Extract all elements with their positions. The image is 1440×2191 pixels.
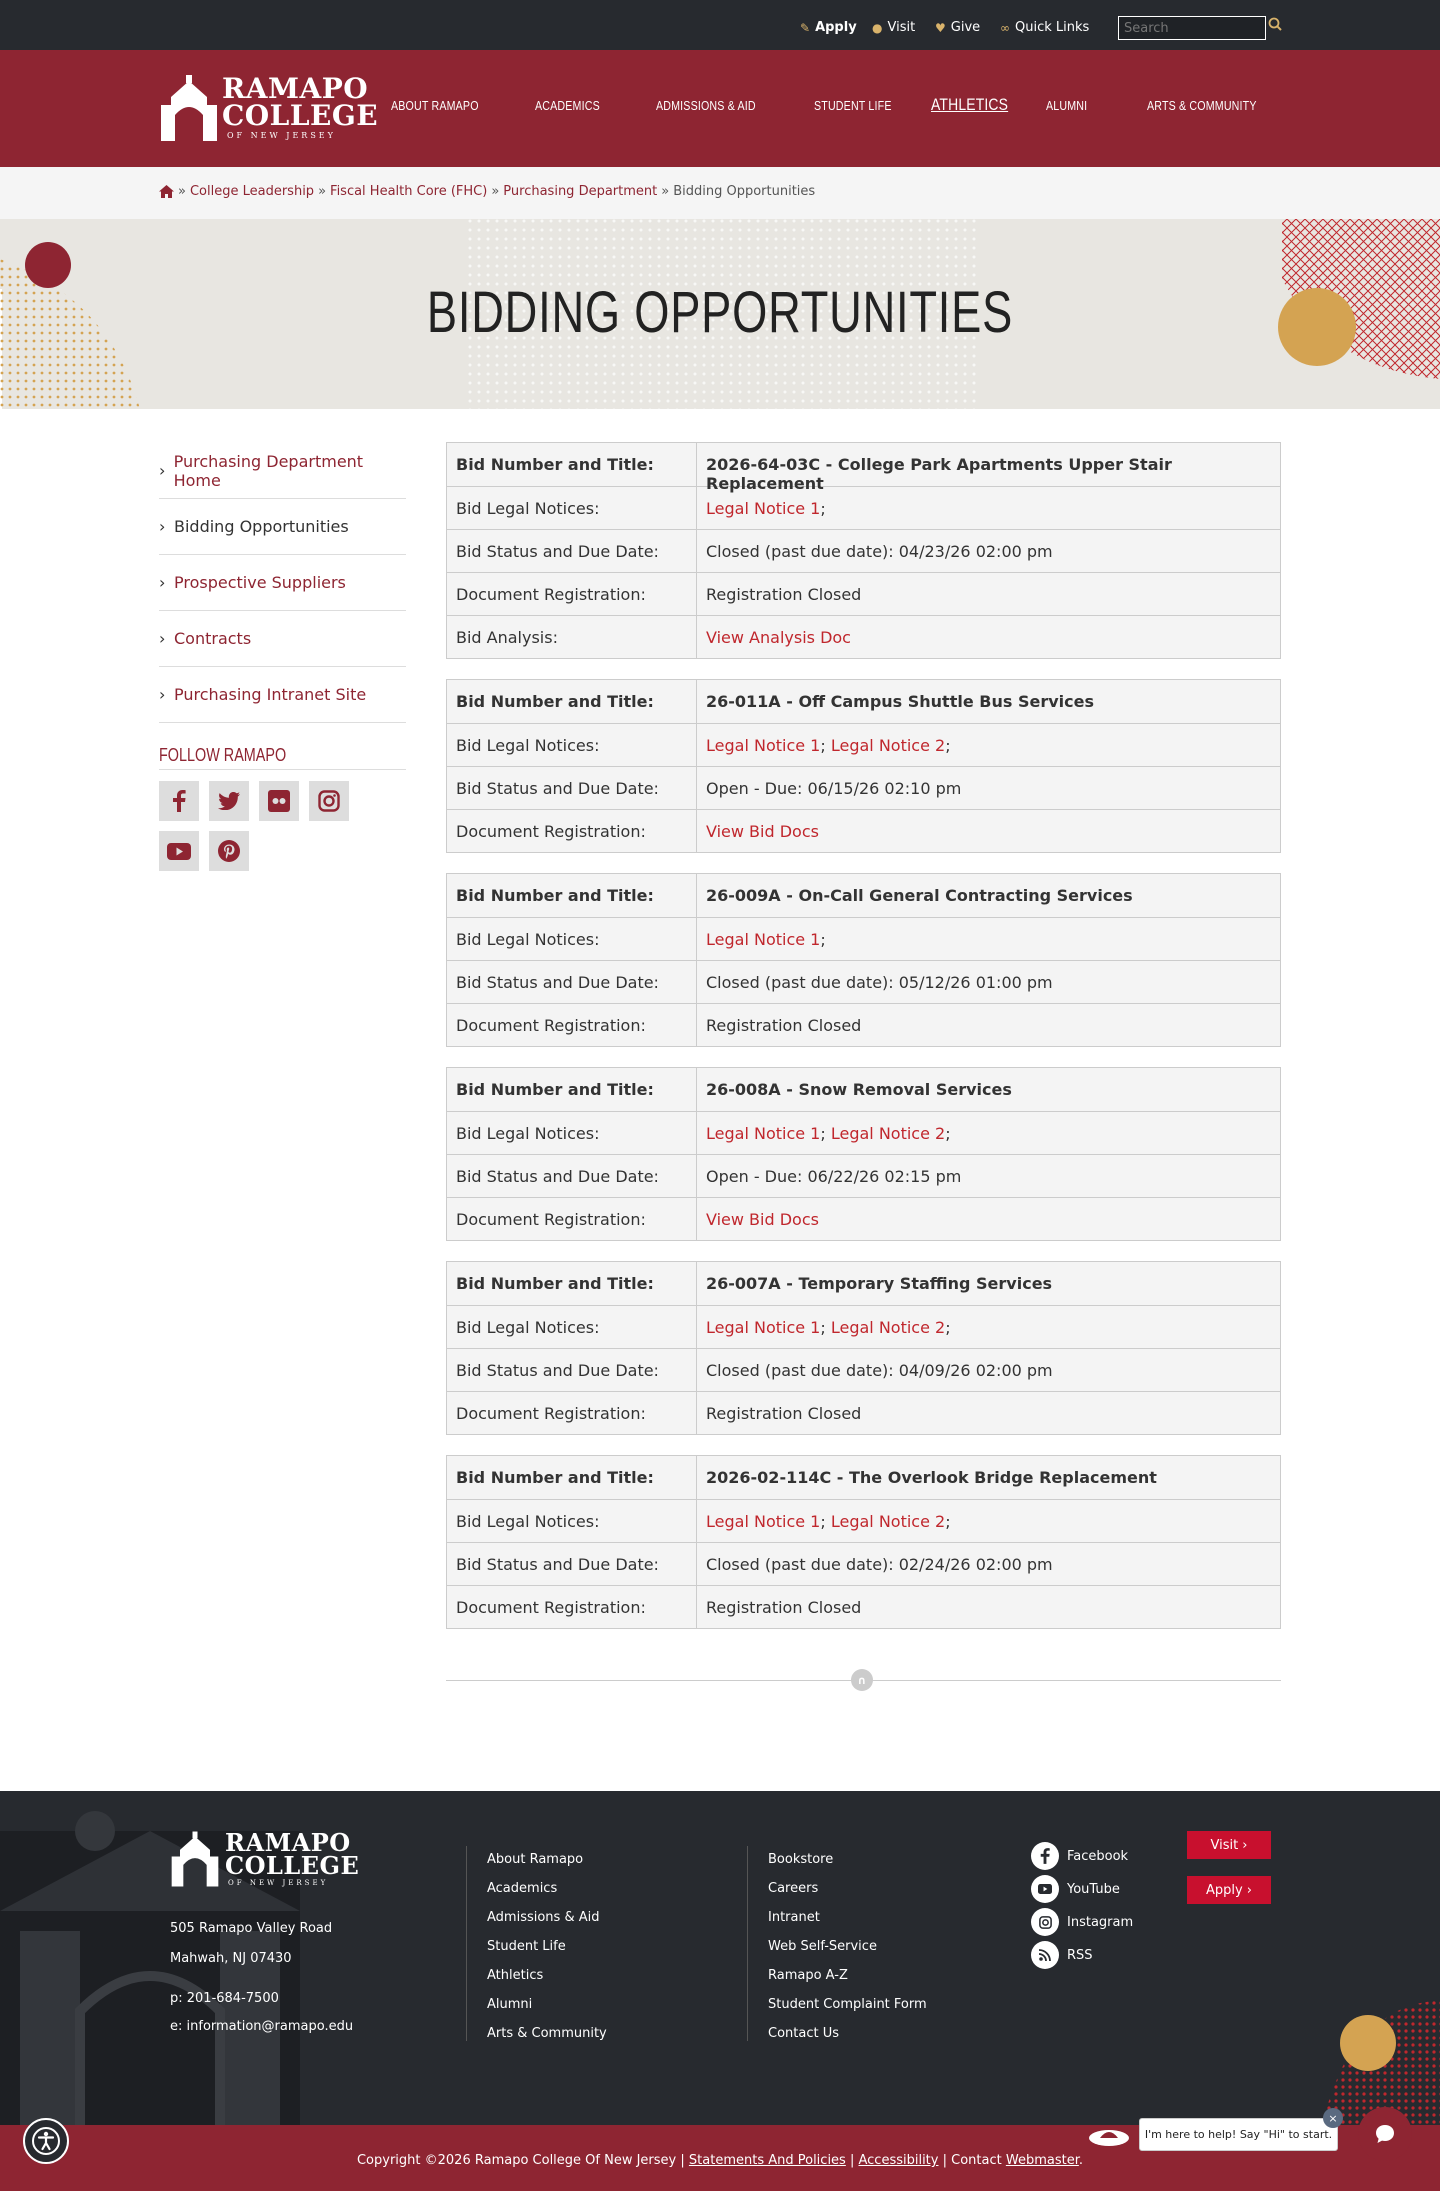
footer-link-intranet[interactable]: Intranet <box>768 1910 820 1925</box>
footer-email[interactable]: e: information@ramapo.edu <box>170 2019 354 2034</box>
bid-title: 26-008A - Snow Removal Services <box>706 1080 1012 1099</box>
legal-notice-link[interactable]: Legal Notice 1 <box>706 1318 821 1337</box>
bid-status: Closed (past due date): 04/23/26 02:00 pm <box>706 542 1053 561</box>
bid-title: 26-009A - On-Call General Contracting Services <box>706 886 1133 905</box>
legal-notice-link[interactable]: Legal Notice 2 <box>830 1512 946 1531</box>
twitter-icon[interactable] <box>209 781 249 821</box>
footer-link-alumni[interactable]: Alumni <box>487 1997 533 2012</box>
nav-about[interactable]: ABOUT RAMAPO <box>391 98 479 113</box>
facebook-icon[interactable] <box>159 781 199 821</box>
nav-alumni[interactable]: ALUMNI <box>1046 98 1088 113</box>
footer-link-arts[interactable]: Arts & Community <box>487 2026 607 2041</box>
footer-facebook[interactable]: Facebook <box>1031 1842 1128 1870</box>
legal-notice-link[interactable]: Legal Notice 2 <box>830 736 946 755</box>
legal-notice-link[interactable]: Legal Notice 2 <box>830 1318 946 1337</box>
legal-notice-link[interactable]: Legal Notice 1 <box>706 930 821 949</box>
instagram-icon <box>1031 1908 1059 1936</box>
bid-table: Bid Number and Title: 26-008A - Snow Removal Services Bid Legal Notices: Legal Notice 1; Legal Notice 2; Bid Status and Due Date: Open - Due: 06/22/26 02:15 pm Document Registration: View Bid Docs <box>446 1067 1281 1241</box>
page-title: BIDDING OPPORTUNITIES <box>426 280 1014 345</box>
flickr-icon[interactable] <box>259 781 299 821</box>
map-pin-icon: ● <box>872 20 883 35</box>
footer-divider <box>466 1846 467 2041</box>
sidebar-item-purchasing-home[interactable]: › Purchasing Department Home <box>159 443 406 499</box>
breadcrumb: » College Leadership » Fiscal Health Core (FHC) » Purchasing Department » Bidding Opportunities <box>0 167 1440 219</box>
footer-link-admissions[interactable]: Admissions & Aid <box>487 1910 600 1925</box>
chat-launcher-button[interactable] <box>1358 2107 1412 2161</box>
pencil-icon: ✎ <box>800 20 811 35</box>
utility-bar <box>0 0 1440 50</box>
bid-table: Bid Number and Title: 2026-64-03C - College Park Apartments Upper Stair Replacement Bid Legal Notices: Legal Notice 1; Bid Status and Due Date: Closed (past due date): 04/23/26 02:00 pm Document Registration: Registration Closed Bid Analysis: View Analysis Doc <box>446 442 1281 659</box>
footer-link-contact[interactable]: Contact Us <box>768 2026 839 2041</box>
footer-link-bookstore[interactable]: Bookstore <box>768 1852 834 1867</box>
bid-status: Open - Due: 06/22/26 02:15 pm <box>706 1167 962 1186</box>
instagram-icon[interactable] <box>309 781 349 821</box>
ramapo-logo[interactable]: RAMAPO COLLEGE OF NEW JERSEY <box>159 75 354 141</box>
chevron-right-icon: › <box>159 461 166 480</box>
facebook-icon <box>1031 1842 1059 1870</box>
legal-notice-link[interactable]: Legal Notice 1 <box>706 499 821 518</box>
footer-address-2: Mahwah, NJ 07430 <box>170 1951 292 1966</box>
accessibility-link[interactable]: Accessibility <box>858 2153 939 2168</box>
chevron-right-icon: › <box>159 517 166 536</box>
sidebar-nav <box>159 443 406 723</box>
footer-link-athletics[interactable]: Athletics <box>487 1968 544 1983</box>
apply-link[interactable]: ✎ Apply <box>800 20 857 35</box>
legal-notice-link[interactable]: Legal Notice 1 <box>706 1124 821 1143</box>
bid-table: Bid Number and Title: 26-007A - Temporary Staffing Services Bid Legal Notices: Legal Notice 1; Legal Notice 2; Bid Status and Due Date: Closed (past due date): 04/09/26 02:00 pm Document Registration: Registration Closed <box>446 1261 1281 1435</box>
footer-divider <box>747 1846 748 2041</box>
chat-prompt[interactable]: I'm here to help! Say "Hi" to start. <box>1139 2118 1338 2151</box>
footer-link-careers[interactable]: Careers <box>768 1881 819 1896</box>
registration-status: Registration Closed <box>706 1404 862 1423</box>
pinterest-icon[interactable] <box>209 831 249 871</box>
footer-phone[interactable]: p: 201-684-7500 <box>170 1991 279 2006</box>
view-bid-docs-link[interactable]: View Bid Docs <box>706 1210 819 1229</box>
site-footer <box>0 1791 1440 2125</box>
chat-close-icon[interactable]: × <box>1323 2108 1343 2128</box>
breadcrumb-current: Bidding Opportunities <box>673 184 816 199</box>
bid-title: 2026-02-114C - The Overlook Bridge Replacement <box>706 1468 1157 1487</box>
nav-arts[interactable]: ARTS & COMMUNITY <box>1147 98 1257 113</box>
footer-link-web-self-service[interactable]: Web Self-Service <box>768 1939 877 1954</box>
follow-heading: FOLLOW RAMAPO <box>159 745 406 770</box>
webmaster-link[interactable]: Webmaster <box>1005 2153 1079 2168</box>
youtube-icon[interactable] <box>159 831 199 871</box>
sidebar-item-intranet[interactable]: › Purchasing Intranet Site <box>159 667 406 723</box>
legal-notice-link[interactable]: Legal Notice 1 <box>706 736 821 755</box>
chevron-right-icon: › <box>159 685 166 704</box>
footer-link-student-life[interactable]: Student Life <box>487 1939 566 1954</box>
arch-badge-icon: ∩ <box>851 1669 873 1691</box>
legal-notice-link[interactable]: Legal Notice 1 <box>706 1512 821 1531</box>
breadcrumb-purchasing[interactable]: Purchasing Department <box>503 184 658 199</box>
sidebar-item-suppliers[interactable]: › Prospective Suppliers <box>159 555 406 611</box>
search-icon[interactable] <box>1268 17 1282 31</box>
footer-link-about[interactable]: About Ramapo <box>487 1852 584 1867</box>
bid-title: 26-007A - Temporary Staffing Services <box>706 1274 1053 1293</box>
accessibility-icon <box>31 2126 61 2156</box>
nav-athletics[interactable]: ATHLETICS <box>931 95 1009 114</box>
quick-links[interactable]: ∞ Quick Links <box>1000 20 1090 35</box>
arch-logo-icon <box>170 1831 220 1887</box>
registration-status: Registration Closed <box>706 585 862 604</box>
copyright-text: Copyright ©2026 Ramapo College Of New Jersey | Statements And Policies | Accessibility | Contact Webmaster. <box>356 2153 1083 2168</box>
footer-youtube[interactable]: YouTube <box>1031 1875 1120 1903</box>
registration-status: Registration Closed <box>706 1016 862 1035</box>
footer-instagram[interactable]: Instagram <box>1031 1908 1133 1936</box>
sidebar-item-contracts[interactable]: › Contracts <box>159 611 406 667</box>
chevron-right-icon: › <box>159 629 166 648</box>
arch-logo-icon <box>159 75 219 141</box>
breadcrumb-college-leadership[interactable]: College Leadership <box>189 184 315 199</box>
rss-icon <box>1031 1941 1059 1969</box>
visit-button[interactable]: Visit › <box>1187 1831 1271 1859</box>
bid-table: Bid Number and Title: 26-011A - Off Campus Shuttle Bus Services Bid Legal Notices: Legal Notice 1; Legal Notice 2; Bid Status and Due Date: Open - Due: 06/15/26 02:10 pm Document Registration: View Bid Docs <box>446 679 1281 853</box>
give-link[interactable]: ♥ Give <box>935 20 981 35</box>
bid-status: Closed (past due date): 04/09/26 02:00 pm <box>706 1361 1053 1380</box>
view-bid-docs-link[interactable]: View Bid Docs <box>706 822 819 841</box>
apply-button[interactable]: Apply › <box>1187 1876 1271 1904</box>
bid-table: Bid Number and Title: 2026-02-114C - The Overlook Bridge Replacement Bid Legal Notices: Legal Notice 1; Legal Notice 2; Bid Status and Due Date: Closed (past due date): 02/24/26 02:00 pm Document Registration: Registration Closed <box>446 1455 1281 1629</box>
bid-status: Open - Due: 06/15/26 02:10 pm <box>706 779 962 798</box>
bid-status: Closed (past due date): 05/12/26 01:00 pm <box>706 973 1053 992</box>
nav-student-life[interactable]: STUDENT LIFE <box>814 98 892 113</box>
legal-notice-link[interactable]: Legal Notice 2 <box>830 1124 946 1143</box>
registration-status: Registration Closed <box>706 1598 862 1617</box>
heart-icon: ♥ <box>935 20 946 35</box>
bid-table: Bid Number and Title: 26-009A - On-Call General Contracting Services Bid Legal Notices: Legal Notice 1; Bid Status and Due Date: Closed (past due date): 05/12/26 01:00 pm Document Registration: Registration Closed <box>446 873 1281 1047</box>
sidebar-item-bidding[interactable]: › Bidding Opportunities <box>159 499 406 555</box>
nav-academics[interactable]: ACADEMICS <box>535 98 600 113</box>
chat-bubble-icon <box>1374 2123 1396 2145</box>
chevron-right-icon: › <box>159 573 166 592</box>
page-hero <box>0 219 1440 409</box>
footer-address-1: 505 Ramapo Valley Road <box>170 1921 333 1936</box>
accessibility-widget-button[interactable] <box>23 2118 69 2164</box>
nav-admissions[interactable]: ADMISSIONS & AID <box>656 98 756 113</box>
search-input[interactable] <box>1118 16 1266 40</box>
footer-link-complaint[interactable]: Student Complaint Form <box>768 1997 927 2012</box>
mascot-icon <box>1088 2124 1130 2146</box>
bid-title: 2026-64-03C - College Park Apartments Upper Stair Replacement <box>706 455 1172 493</box>
statements-link[interactable]: Statements And Policies <box>688 2153 846 2168</box>
home-icon[interactable] <box>159 185 174 198</box>
bid-title: 26-011A - Off Campus Shuttle Bus Services <box>706 692 1094 711</box>
analysis-doc-link[interactable]: View Analysis Doc <box>706 628 851 647</box>
footer-logo[interactable]: RAMAPO COLLEGE OF NEW JERSEY <box>170 1831 340 1889</box>
youtube-icon <box>1031 1875 1059 1903</box>
footer-link-a-z[interactable]: Ramapo A-Z <box>768 1968 848 1983</box>
breadcrumb-fiscal-health[interactable]: Fiscal Health Core (FHC) <box>330 184 488 199</box>
visit-link[interactable]: ● Visit <box>872 20 916 35</box>
footer-link-academics[interactable]: Academics <box>487 1881 558 1896</box>
link-icon: ∞ <box>1000 20 1010 35</box>
footer-rss[interactable]: RSS <box>1031 1941 1093 1969</box>
bid-status: Closed (past due date): 02/24/26 02:00 pm <box>706 1555 1053 1574</box>
